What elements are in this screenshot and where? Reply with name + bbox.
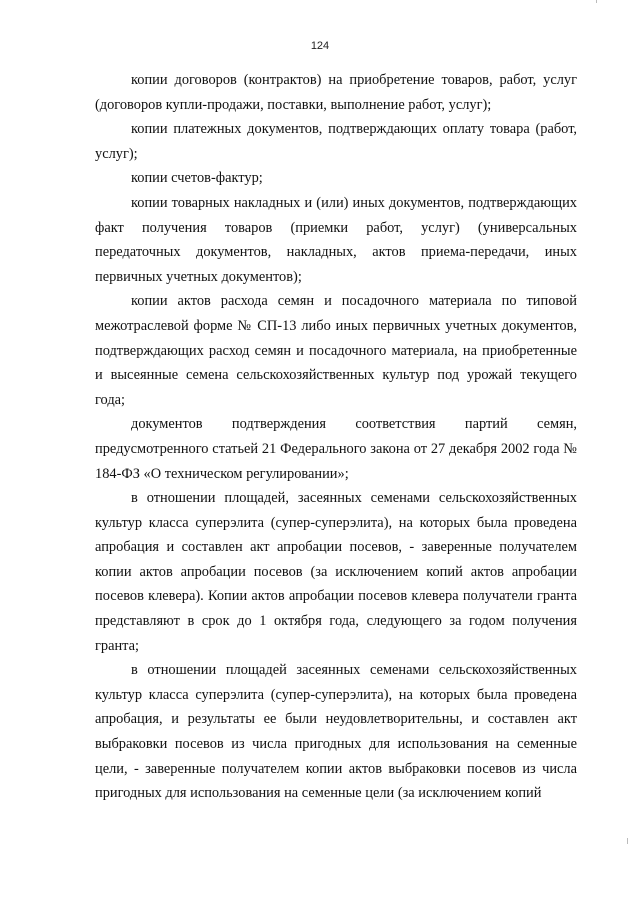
paragraph-conformity-documents: документов подтверждения соответствия партий семян, предусмотренного статьей 21 Федерального закона от 27 декабря 2002 года № 184-ФЗ «О техническом регулировании»;	[95, 416, 577, 482]
paragraph-approbation-acts: в отношении площадей, засеянных семенами сельскохозяйственных культур класса суперэлита (супер-суперэлита), на которых была проведена апробация и составлен акт апробации посевов, - заверенные получателем копии актов апробации посевов (за исключением копий актов апробации посевов клевера). Копии актов апробации посевов клевера получатели гранта представляют в срок до 1 октября года, следующего за годом получения гранта;	[95, 490, 577, 654]
paragraph-waybills: копии товарных накладных и (или) иных документов, подтверждающих факт получения товаров (приемки работ, услуг) (универсальных передаточных документов, накладных, актов приема-передачи, иных первичных учетных документов);	[95, 194, 577, 285]
paragraph-culling-acts: в отношении площадей засеянных семенами сельскохозяйственных культур класса суперэлита (супер-суперэлита), на которых была проведена апробация, и результаты ее были неудовлетворительны, и составлен акт выбраковки посевов из числа пригодных для использования на семенные цели, - заверенные получателем копии актов выбраковки посевов из числа пригодных для использования на семенные цели (за исключением копий	[95, 662, 577, 802]
paragraph-payment-documents: копии платежных документов, подтверждающих оплату товара (работ, услуг);	[95, 121, 577, 162]
scan-edge-mark	[627, 838, 628, 844]
scan-edge-mark	[596, 0, 597, 3]
paragraph-seed-consumption-acts: копии актов расхода семян и посадочного материала по типовой межотраслевой форме № СП-13 либо иных первичных учетных документов, подтверждающих расход семян и посадочного материала, на приобретенные и высеянные семена сельскохозяйственных культур под урожай текущего года;	[95, 293, 577, 408]
document-body	[95, 68, 577, 806]
page-number: 124	[310, 40, 330, 52]
paragraph-contract-copies: копии договоров (контрактов) на приобретение товаров, работ, услуг (договоров купли-продажи, поставки, выполнение работ, услуг);	[95, 72, 577, 113]
paragraph-invoices: копии счетов-фактур;	[131, 170, 263, 187]
